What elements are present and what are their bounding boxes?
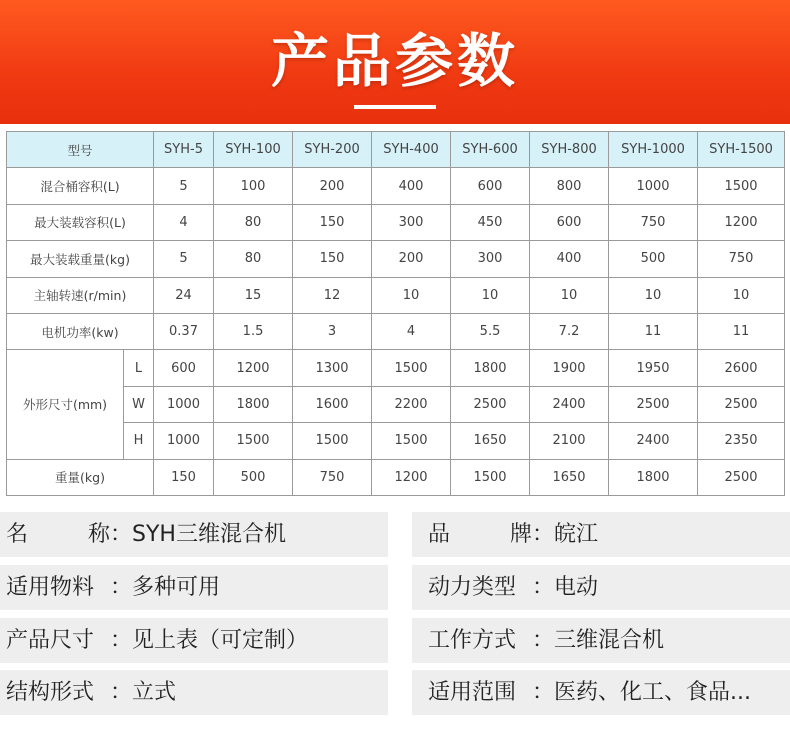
info-value: 立式 [132, 680, 177, 705]
table-cell: 80 [214, 204, 293, 240]
table-row [7, 204, 785, 240]
table-cell: 11 [609, 313, 698, 349]
table-cell: 2600 [698, 350, 785, 386]
table-cell: 1600 [293, 386, 372, 422]
info-structure: 结构形式 ： 立式 [0, 670, 388, 715]
table-cell: 1200 [698, 204, 785, 240]
table-cell: 5.5 [451, 313, 530, 349]
table-cell: 1200 [372, 459, 451, 495]
table-cell: 2400 [530, 386, 609, 422]
table-cell: 12 [293, 277, 372, 313]
dimensions-label: 外形尺寸(mm) [7, 350, 124, 459]
info-value: 电动 [554, 575, 599, 600]
table-cell: 150 [293, 241, 372, 277]
table-cell: 2500 [698, 386, 785, 422]
table-cell: 500 [214, 459, 293, 495]
table-cell: 150 [154, 459, 214, 495]
info-key: 产品尺寸 [6, 628, 95, 653]
table-cell: 750 [698, 241, 785, 277]
table-row [7, 241, 785, 277]
info-materials: 适用物料 ： 多种可用 [0, 565, 388, 610]
table-cell: 2500 [451, 386, 530, 422]
table-row [7, 386, 785, 422]
table-cell: 80 [214, 241, 293, 277]
info-value: SYH三维混合机 [132, 522, 286, 547]
table-cell: 750 [609, 204, 698, 240]
dimension-sub-label: W [124, 386, 154, 422]
table-cell: 1800 [451, 350, 530, 386]
table-cell: 750 [293, 459, 372, 495]
table-cell: 4 [372, 313, 451, 349]
table-cell: 11 [698, 313, 785, 349]
table-cell: 1650 [451, 423, 530, 459]
info-value: 三维混合机 [554, 628, 665, 653]
info-size: 产品尺寸 ： 见上表（可定制） [0, 618, 388, 663]
table-row [7, 459, 785, 495]
info-value: 见上表（可定制） [132, 628, 309, 653]
header-cell: SYH-1500 [698, 132, 785, 168]
table-row [7, 350, 785, 386]
banner-title: 产品参数 [270, 27, 519, 95]
table-cell: 10 [698, 277, 785, 313]
table-cell: 200 [372, 241, 451, 277]
header-cell: SYH-100 [214, 132, 293, 168]
table-cell: 3 [293, 313, 372, 349]
info-key: 适用物料 [6, 575, 95, 600]
table-cell: 1.5 [214, 313, 293, 349]
row-label: 主轴转速(r/min) [7, 277, 154, 313]
info-value: 多种可用 [132, 575, 221, 600]
table-header-row [7, 132, 785, 168]
table-cell: 1500 [698, 168, 785, 204]
table-cell: 5 [154, 241, 214, 277]
table-cell: 1650 [530, 459, 609, 495]
table-cell: 1950 [609, 350, 698, 386]
row-label: 混合桶容积(L) [7, 168, 154, 204]
table-cell: 5 [154, 168, 214, 204]
info-scope: 适用范围 ： 医药、化工、食品... [412, 670, 790, 715]
info-power-type: 动力类型 ： 电动 [412, 565, 790, 610]
table-cell: 1500 [372, 350, 451, 386]
table-cell: 400 [530, 241, 609, 277]
info-value: 医药、化工、食品... [554, 680, 751, 705]
info-key: 品 牌 [428, 522, 532, 547]
table-cell: 450 [451, 204, 530, 240]
table-cell: 10 [530, 277, 609, 313]
table-cell: 100 [214, 168, 293, 204]
row-label: 最大装载重量(kg) [7, 241, 154, 277]
title-banner [0, 0, 790, 124]
table-row [7, 168, 785, 204]
info-key: 名 称 [6, 522, 110, 547]
table-cell: 300 [372, 204, 451, 240]
header-cell-model: 型号 [7, 132, 154, 168]
table-cell: 600 [154, 350, 214, 386]
table-row [7, 313, 785, 349]
table-cell: 600 [530, 204, 609, 240]
table-cell: 200 [293, 168, 372, 204]
table-cell: 0.37 [154, 313, 214, 349]
header-cell: SYH-400 [372, 132, 451, 168]
table-cell: 1200 [214, 350, 293, 386]
table-cell: 1000 [154, 423, 214, 459]
table-cell: 2100 [530, 423, 609, 459]
table-cell: 1000 [154, 386, 214, 422]
header-cell: SYH-800 [530, 132, 609, 168]
table-cell: 10 [372, 277, 451, 313]
table-cell: 2500 [698, 459, 785, 495]
info-key: 工作方式 [428, 628, 517, 653]
table-cell: 400 [372, 168, 451, 204]
table-cell: 7.2 [530, 313, 609, 349]
dimension-sub-label: H [124, 423, 154, 459]
table-row [7, 423, 785, 459]
table-cell: 1000 [609, 168, 698, 204]
table-cell: 1900 [530, 350, 609, 386]
info-value: 皖江 [554, 522, 599, 547]
info-key: 结构形式 [6, 680, 95, 705]
table-cell: 150 [293, 204, 372, 240]
table-cell: 500 [609, 241, 698, 277]
table-cell: 1300 [293, 350, 372, 386]
table-cell: 10 [609, 277, 698, 313]
info-work-mode: 工作方式 ： 三维混合机 [412, 618, 790, 663]
table-cell: 600 [451, 168, 530, 204]
info-key: 动力类型 [428, 575, 517, 600]
row-label: 电机功率(kw) [7, 313, 154, 349]
table-cell: 1800 [609, 459, 698, 495]
table-cell: 1800 [214, 386, 293, 422]
info-brand: 品 牌 ： 皖江 [412, 512, 790, 557]
table-cell: 2400 [609, 423, 698, 459]
table-cell: 2200 [372, 386, 451, 422]
info-name: 名 称 ： SYH三维混合机 [0, 512, 388, 557]
table-cell: 300 [451, 241, 530, 277]
table-cell: 2350 [698, 423, 785, 459]
table-row [7, 277, 785, 313]
table-cell: 800 [530, 168, 609, 204]
table-cell: 10 [451, 277, 530, 313]
table-cell: 1500 [451, 459, 530, 495]
row-label: 最大装载容积(L) [7, 204, 154, 240]
table-cell: 1500 [214, 423, 293, 459]
header-cell: SYH-5 [154, 132, 214, 168]
table-cell: 2500 [609, 386, 698, 422]
row-label: 重量(kg) [7, 459, 154, 495]
table-cell: 1500 [293, 423, 372, 459]
info-key: 适用范围 [428, 680, 517, 705]
spec-table [6, 131, 785, 496]
banner-underline [354, 105, 436, 109]
header-cell: SYH-600 [451, 132, 530, 168]
header-cell: SYH-1000 [609, 132, 698, 168]
table-cell: 1500 [372, 423, 451, 459]
table-cell: 4 [154, 204, 214, 240]
table-cell: 24 [154, 277, 214, 313]
header-cell: SYH-200 [293, 132, 372, 168]
dimension-sub-label: L [124, 350, 154, 386]
table-cell: 15 [214, 277, 293, 313]
